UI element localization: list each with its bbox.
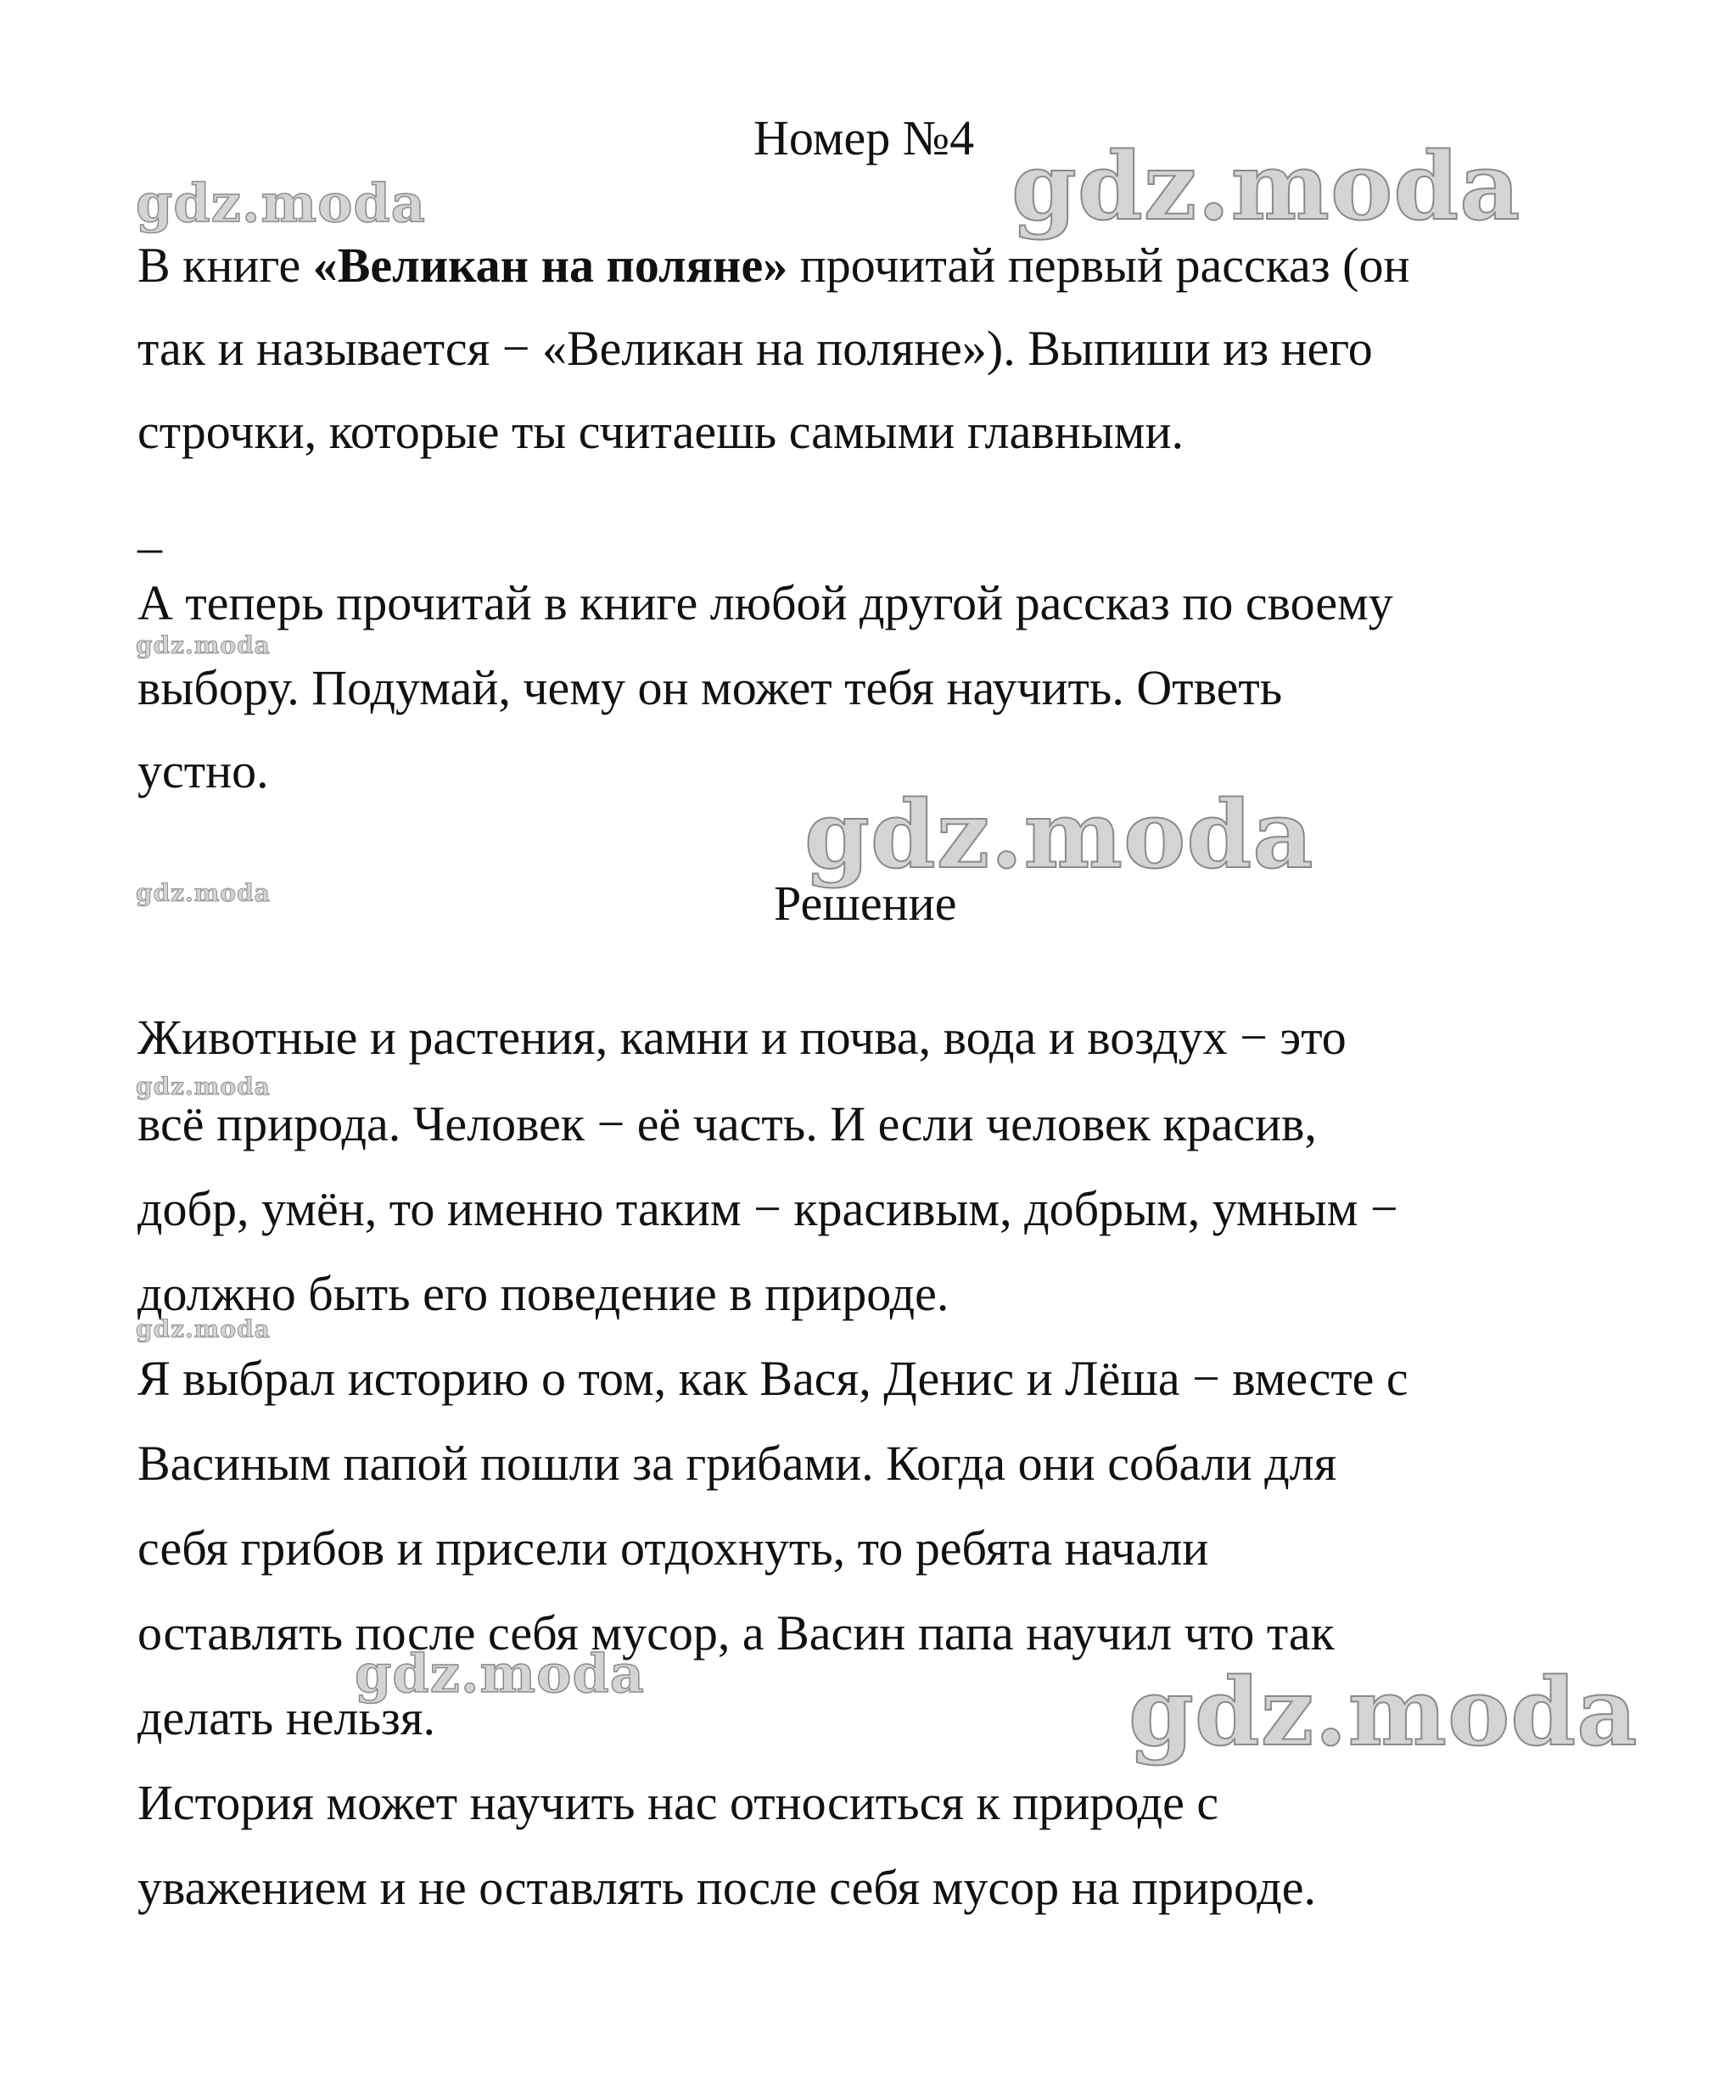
solution-heading: Решение	[774, 876, 957, 931]
task-line-6: устно.	[137, 743, 269, 798]
answer-placeholder-dash: _	[137, 502, 162, 557]
page-title: Номер №4	[753, 110, 975, 165]
solution-line: Я выбрал историю о том, как Вася, Денис и Лёша − вместе с	[137, 1351, 1408, 1406]
book-title: «Великан на поляне»	[312, 238, 788, 293]
task-line-4: А теперь прочитай в книге любой другой рассказ по своему	[137, 575, 1393, 630]
solution-line: Животные и растения, камни и почва, вода и воздух − это	[137, 1010, 1347, 1065]
task-line-2: так и называется − «Великан на поляне»). Выпиши из него	[137, 321, 1373, 376]
solution-line: добр, умён, то именно таким − красивым, добрым, умным −	[137, 1181, 1398, 1236]
solution-line: уважением и не оставлять после себя мусор на природе.	[137, 1860, 1317, 1915]
task-line-5: выбору. Подумай, чему он может тебя научить. Ответь	[137, 660, 1283, 715]
solution-line: делать нельзя.	[137, 1690, 436, 1745]
task-line-1-pre: В книге	[137, 238, 313, 293]
watermark-logo: gdz.moda	[355, 1643, 645, 1705]
solution-line: должно быть его поведение в природе.	[137, 1266, 949, 1321]
solution-line: Васиным папой пошли за грибами. Когда они собали для	[137, 1436, 1337, 1491]
solution-line: История может научить нас относиться к природе с	[137, 1775, 1219, 1830]
watermark-logo: gdz.moda	[1011, 132, 1521, 241]
watermark-logo: gdz.moda	[136, 631, 271, 659]
watermark-logo: gdz.moda	[136, 1315, 271, 1343]
watermark-logo: gdz.moda	[136, 172, 426, 234]
watermark-logo: gdz.moda	[1128, 1657, 1638, 1767]
task-line-1-post: прочитай первый рассказ (он	[787, 238, 1410, 293]
solution-line: себя грибов и присели отдохнуть, то ребята начали	[137, 1520, 1209, 1576]
task-line-1	[137, 236, 1410, 295]
solution-line: всё природа. Человек − её часть. И если человек красив,	[137, 1096, 1317, 1151]
watermark-logo: gdz.moda	[136, 879, 271, 907]
solution-line: оставлять после себя мусор, а Васин папа научил что так	[137, 1605, 1335, 1660]
watermark-logo: gdz.moda	[136, 1072, 271, 1100]
watermark-logo: gdz.moda	[804, 780, 1314, 889]
task-line-3: строчки, которые ты считаешь самыми главными.	[137, 404, 1184, 459]
